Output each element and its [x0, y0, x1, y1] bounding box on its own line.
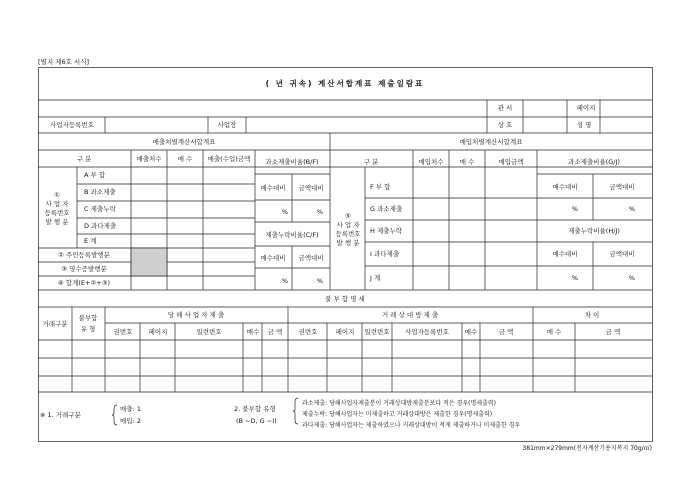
purchase-side-label-num: ⑤ — [345, 212, 351, 220]
purchase-pct-1: % — [571, 205, 579, 213]
sales-side-label-num: ① — [54, 191, 60, 199]
sales-ratio-amount-2: 금액대비 — [298, 254, 324, 262]
note1-label: ※ 1. 거래구분 — [40, 411, 81, 419]
diff-col-sheets: 매 수 — [546, 328, 562, 336]
purchase-col-amount: 매입금액 — [498, 158, 524, 166]
note1-item-sales: 매출: 1 — [120, 405, 141, 413]
counter-col-bizno: 사업자등록번호 — [405, 328, 449, 336]
mismatch-type-1: 불부합 — [78, 314, 98, 322]
purchase-pct-4: % — [628, 274, 636, 282]
sales-side-label-biz: 사 업 자 — [45, 200, 69, 208]
note2-label: 2. 불부합 유형 — [234, 405, 276, 413]
sales-side-label-reg: 등록번호 — [44, 209, 70, 217]
form-title: ( 년 귀속) 계산서합계표 제출일람표 — [265, 79, 425, 88]
diff-col-amount: 금 액 — [605, 328, 621, 336]
purchase-row-h: H 제출누락 — [370, 227, 403, 235]
definition-excess: 과다제출: 당해사업자는 제출하였으나 거래상대방이 적게 제출하거나 미제출한 경우 — [302, 422, 521, 429]
label-trade-name: 상 호 — [497, 121, 513, 129]
counter-col-amount: 금 액 — [498, 328, 514, 336]
purchase-col-category: 구 분 — [363, 158, 379, 166]
paper-spec-footer: 381mm×279mm(전자계산기용지복지 70g/㎡) — [522, 445, 652, 452]
sales-row-c: C 제출누락 — [84, 205, 116, 213]
sales-col-category: 구 분 — [76, 155, 92, 163]
purchase-row-j: J 계 — [370, 274, 381, 282]
mismatch-trade-type: 거래구분 — [42, 320, 68, 328]
sales-pct-4: % — [316, 277, 324, 285]
sales-col-amount: 매출(수입)금액 — [207, 155, 251, 163]
note1-item-purchase: 매입: 2 — [120, 417, 141, 425]
label-manager: 관 서 — [497, 104, 513, 112]
purchase-ratio-amount-2: 금액대비 — [609, 250, 635, 258]
purchase-row-i: I 과다제출 — [370, 250, 400, 258]
purchase-pct-3: % — [571, 274, 579, 282]
purchase-col-sheets: 매 수 — [459, 158, 475, 166]
sales-col-sheets: 매 수 — [177, 155, 193, 163]
definition-omission: 제출누락: 당해사업자는 미제출하고 거래상대방은 제출한 경우(명세출력) — [302, 411, 493, 418]
label-page: 페이지 — [576, 104, 596, 112]
label-biz-no: 사업자등록번호 — [50, 121, 94, 129]
sales-pct-3: % — [281, 277, 289, 285]
purchase-section-title: 매입처별계산서합계표 — [459, 138, 523, 146]
own-col-amount: 금 액 — [267, 328, 283, 336]
sales-pct-1: % — [281, 208, 289, 216]
purchase-ratio-amount-1: 금액대비 — [609, 183, 635, 191]
sales-ratio-sheets-2: 매수대비 — [260, 254, 286, 262]
counter-col-serial: 일련번호 — [364, 328, 390, 336]
sales-row-total: ④ 합계(E+②+③) — [57, 279, 111, 287]
own-col-serial: 일련번호 — [196, 328, 222, 336]
own-col-sheets: 매수 — [246, 328, 260, 336]
label-name: 성 명 — [576, 121, 592, 129]
purchase-omission-ratio: 제출누락비율(H/J) — [568, 227, 620, 235]
label-workplace: 사업장 — [217, 121, 237, 129]
sales-col-overstate: 과소제출비율(B/F) — [265, 158, 319, 166]
mismatch-type-2: 유 형 — [80, 325, 96, 333]
mismatch-counter-submission: 거 래 상 대 방 제 출 — [381, 311, 439, 319]
definition-overstate: 과소제출: 당해사업자제출분이 거래상대방제출분보다 적은 경우(명세출력) — [302, 400, 497, 407]
sales-row-d: D 과다제출 — [84, 222, 117, 230]
purchase-col-count: 매입처수 — [418, 158, 444, 166]
sales-section-title: 매출처별계산서합계표 — [152, 138, 216, 146]
form-number-label: [별지 제6호 서식] — [38, 58, 90, 66]
sales-row-resident: ② 주민등록발행분 — [58, 251, 110, 259]
sales-omission-ratio: 제출누락비율(C/F) — [265, 231, 319, 239]
purchase-row-f: F 부 합 — [370, 183, 391, 191]
purchase-ratio-sheets-2: 매수대비 — [552, 250, 578, 258]
counter-col-page: 페이지 — [335, 328, 355, 336]
sales-pct-2: % — [316, 208, 324, 216]
purchase-pct-2: % — [628, 205, 636, 213]
note2-range: (B ~D, G ~I) — [236, 417, 277, 425]
counter-col-book: 권번호 — [298, 328, 318, 336]
sales-ratio-amount-1: 금액대비 — [298, 184, 324, 192]
purchase-side-label-reg: 등록번호 — [335, 230, 361, 238]
counter-col-sheets: 매수 — [464, 328, 478, 336]
purchase-side-label-biz: 사 업 자 — [336, 221, 360, 229]
purchase-ratio-sheets-1: 매수대비 — [552, 183, 578, 191]
sales-col-buyers: 매출처수 — [136, 155, 162, 163]
own-col-page: 페이지 — [148, 328, 168, 336]
sales-ratio-sheets-1: 매수대비 — [260, 184, 286, 192]
sales-row-b: B 과소제출 — [84, 188, 116, 196]
sales-side-label-issued: 발 행 분 — [45, 218, 69, 226]
own-col-book: 권번호 — [113, 328, 133, 336]
sales-row-receipt: ③ 영수증발행분 — [61, 265, 107, 273]
mismatch-own-submission: 당 해 사 업 자 제 출 — [167, 311, 225, 319]
purchase-row-g: G 과소제출 — [370, 205, 403, 213]
sales-row-a: A 부 합 — [84, 171, 106, 179]
mismatch-title: 불 부 합 명 세 — [325, 295, 365, 303]
purchase-col-overstate: 과소제출비율(G/J) — [568, 158, 620, 166]
purchase-side-label-issued: 발 행 분 — [336, 239, 360, 247]
mismatch-difference: 차 이 — [584, 311, 600, 319]
sales-row-e: E 계 — [84, 237, 97, 245]
